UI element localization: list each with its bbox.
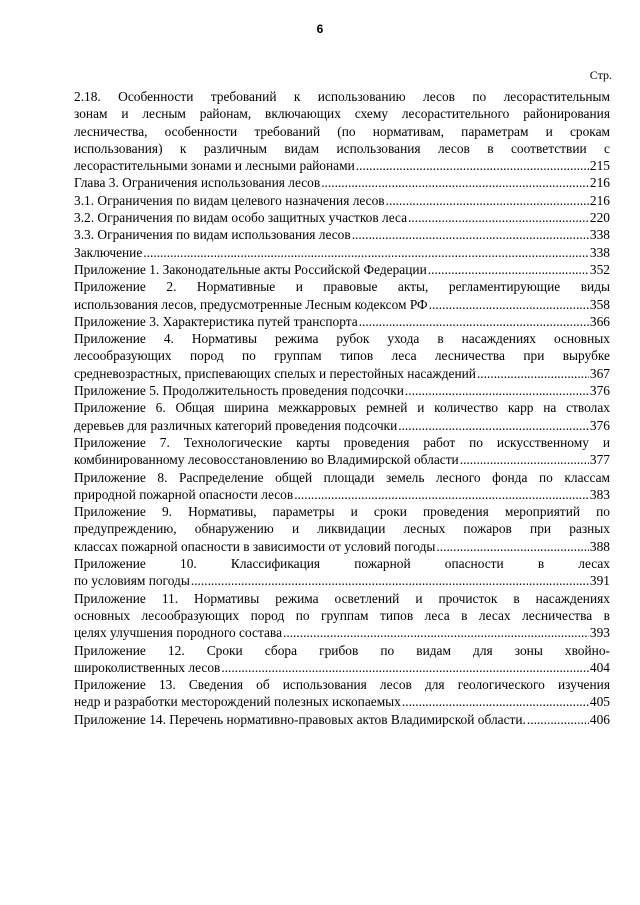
toc-entry-line: Приложение 13. Сведения об использования лесов для геологического изучения xyxy=(74,677,610,693)
toc-entry-line: Приложение 8. Распределение общей площади земель лесного фонда по классам xyxy=(74,469,610,485)
toc-page-number: 216 xyxy=(589,192,610,208)
toc-entry-last-line xyxy=(74,244,610,261)
toc-entry-line: Приложение 2. Нормативные и правовые акты, регламентирующие виды xyxy=(74,279,610,295)
toc-entry xyxy=(74,192,610,209)
toc-entry-title: классах пожарной опасности в зависимости от условий погоды xyxy=(74,538,436,554)
toc-entry xyxy=(74,590,610,642)
table-of-contents xyxy=(74,88,610,728)
toc-page-number: 220 xyxy=(589,210,610,226)
toc-entry xyxy=(74,313,610,330)
dot-leader xyxy=(460,451,589,468)
dot-leader xyxy=(191,572,589,589)
toc-entry xyxy=(74,244,610,261)
dot-leader xyxy=(221,659,589,676)
toc-entry-title: целях улучшения породного состава xyxy=(74,625,283,641)
toc-entry xyxy=(74,382,610,399)
toc-page-number: 352 xyxy=(589,261,610,277)
dot-leader xyxy=(398,417,589,434)
toc-entry xyxy=(74,209,610,226)
toc-entry-last-line xyxy=(74,226,610,243)
toc-entry-line: зонам и лесным районам, включающих схему лесорастительного районирования xyxy=(74,106,610,122)
toc-entry xyxy=(74,88,610,174)
dot-leader xyxy=(352,226,589,243)
toc-entry-title: Приложение 5. Продолжительность проведения подсочки xyxy=(74,383,404,399)
dot-leader xyxy=(429,296,589,313)
toc-page-number: 376 xyxy=(589,383,610,399)
toc-entry-line: Приложение 6. Общая ширина межкарровых ремней и количество карр на стволах xyxy=(74,400,610,416)
toc-entry-title: Приложение 1. Законодательные акты Российской Федерации xyxy=(74,261,427,277)
toc-entry-title: недр и разработки месторождений полезных ископаемых xyxy=(74,694,401,710)
toc-entry-line: Приложение 9. Нормативы, параметры и сроки проведения мероприятий по xyxy=(74,504,610,520)
dot-leader xyxy=(436,538,589,555)
toc-entry-line: Приложение 7. Технологические карты проведения работ по искусственному и xyxy=(74,434,610,450)
toc-entry-line: основных лесообразующих пород по группам типов леса в лесах лесничества в xyxy=(74,607,610,623)
page-number: 6 xyxy=(316,22,324,36)
toc-entry-title: 3.3. Ограничения по видам использования лесов xyxy=(74,227,351,243)
toc-page-number: 383 xyxy=(589,486,610,502)
toc-entry-line: лесообразующих пород по группам типов леса лесничества при вырубке xyxy=(74,348,610,364)
toc-entry-title: Заключение xyxy=(74,244,143,260)
toc-entry-title: Приложение 14. Перечень нормативно-правовых актов Владимирской области. xyxy=(74,711,526,727)
toc-entry xyxy=(74,278,610,313)
toc-page-number: 338 xyxy=(589,244,610,260)
dot-leader xyxy=(405,382,589,399)
toc-entry-last-line xyxy=(74,365,610,382)
toc-entry-last-line xyxy=(74,382,610,399)
dot-leader xyxy=(402,693,589,710)
toc-entry-last-line xyxy=(74,174,610,191)
toc-entry-last-line xyxy=(74,313,610,330)
toc-entry-line: лесничества, особенности требований (по нормативам, параметрам и срокам xyxy=(74,123,610,139)
toc-page-number: 376 xyxy=(589,417,610,433)
toc-entry-title: комбинированному лесовосстановлению во Владимирской области xyxy=(74,452,459,468)
toc-entry-title: 3.2. Ограничения по видам особо защитных участков леса xyxy=(74,210,408,226)
toc-page-number: 405 xyxy=(589,694,610,710)
toc-entry xyxy=(74,642,610,677)
toc-entry xyxy=(74,503,610,555)
toc-page-number: 366 xyxy=(589,313,610,329)
toc-entry xyxy=(74,555,610,590)
toc-entry-line: Приложение 10. Классификация пожарной опасности в лесах xyxy=(74,556,610,572)
toc-entry-title: 3.1. Ограничения по видам целевого назначения лесов xyxy=(74,192,385,208)
toc-entry xyxy=(74,174,610,191)
toc-entry-title: Глава 3. Ограничения использования лесов xyxy=(74,175,321,191)
dot-leader xyxy=(321,174,589,191)
toc-entry-title: по условиям погоды xyxy=(74,573,190,589)
toc-entry xyxy=(74,469,610,504)
toc-entry-last-line xyxy=(74,261,610,278)
toc-page-number: 216 xyxy=(589,175,610,191)
toc-entry-line: предупреждению, обнаружению и ликвидации лесных пожаров при разных xyxy=(74,521,610,537)
toc-page-number: 404 xyxy=(589,659,610,675)
toc-entry-last-line xyxy=(74,538,610,555)
dot-leader xyxy=(356,157,589,174)
toc-entry xyxy=(74,261,610,278)
toc-entry xyxy=(74,434,610,469)
toc-entry-title: средневозрастных, приспевающих спелых и перестойных насаждений xyxy=(74,365,476,381)
toc-page-number: 377 xyxy=(589,452,610,468)
toc-page-number: 391 xyxy=(589,573,610,589)
toc-entry xyxy=(74,711,610,728)
dot-leader xyxy=(283,624,589,641)
toc-entry xyxy=(74,676,610,711)
toc-entry-title: Приложение 3. Характеристика путей транспорта xyxy=(74,313,358,329)
toc-page-number: 406 xyxy=(589,711,610,727)
toc-entry-line: 2.18. Особенности требований к использованию лесов по лесорастительным xyxy=(74,89,610,104)
toc-entry-line: Приложение 4. Нормативы режима рубок ухода в насаждениях основных xyxy=(74,331,610,347)
toc-entry-line: Приложение 12. Сроки сбора грибов по видам для зоны хвойно- xyxy=(74,642,610,658)
toc-entry-last-line xyxy=(74,451,610,468)
toc-entry-title: лесорастительными зонами и лесными районами xyxy=(74,158,355,174)
toc-entry xyxy=(74,399,610,434)
toc-entry-line: использования) к различным видам использования лесов в соответствии с xyxy=(74,140,610,156)
toc-page-number: 338 xyxy=(589,227,610,243)
toc-entry-last-line xyxy=(74,659,610,676)
toc-entry-last-line xyxy=(74,296,610,313)
toc-entry xyxy=(74,226,610,243)
toc-entry-title: использования лесов, предусмотренные Лесным кодексом РФ xyxy=(74,296,428,312)
toc-entry xyxy=(74,330,610,382)
toc-entry-line: Приложение 11. Нормативы режима осветлений и прочисток в насаждениях xyxy=(74,590,610,606)
page-column-header: Стр. xyxy=(589,68,612,82)
toc-entry-last-line xyxy=(74,711,610,728)
toc-entry-last-line xyxy=(74,486,610,503)
toc-entry-last-line xyxy=(74,417,610,434)
dot-leader xyxy=(294,486,589,503)
toc-entry-last-line xyxy=(74,693,610,710)
toc-entry-last-line xyxy=(74,192,610,209)
toc-page-number: 215 xyxy=(589,158,610,174)
toc-entry-last-line xyxy=(74,157,610,174)
dot-leader xyxy=(428,261,589,278)
dot-leader xyxy=(386,192,589,209)
dot-leader xyxy=(527,711,589,728)
dot-leader xyxy=(477,365,589,382)
toc-entry-last-line xyxy=(74,209,610,226)
dot-leader xyxy=(143,244,589,261)
toc-page-number: 393 xyxy=(589,625,610,641)
dot-leader xyxy=(408,209,589,226)
toc-page-number: 358 xyxy=(589,296,610,312)
toc-entry-last-line xyxy=(74,624,610,641)
toc-entry-title: природной пожарной опасности лесов xyxy=(74,486,294,502)
toc-page-number: 388 xyxy=(589,538,610,554)
toc-page-number: 367 xyxy=(589,365,610,381)
toc-entry-title: деревьев для различных категорий проведения подсочки xyxy=(74,417,398,433)
toc-entry-title: широколиственных лесов xyxy=(74,659,221,675)
toc-entry-last-line xyxy=(74,572,610,589)
dot-leader xyxy=(359,313,589,330)
